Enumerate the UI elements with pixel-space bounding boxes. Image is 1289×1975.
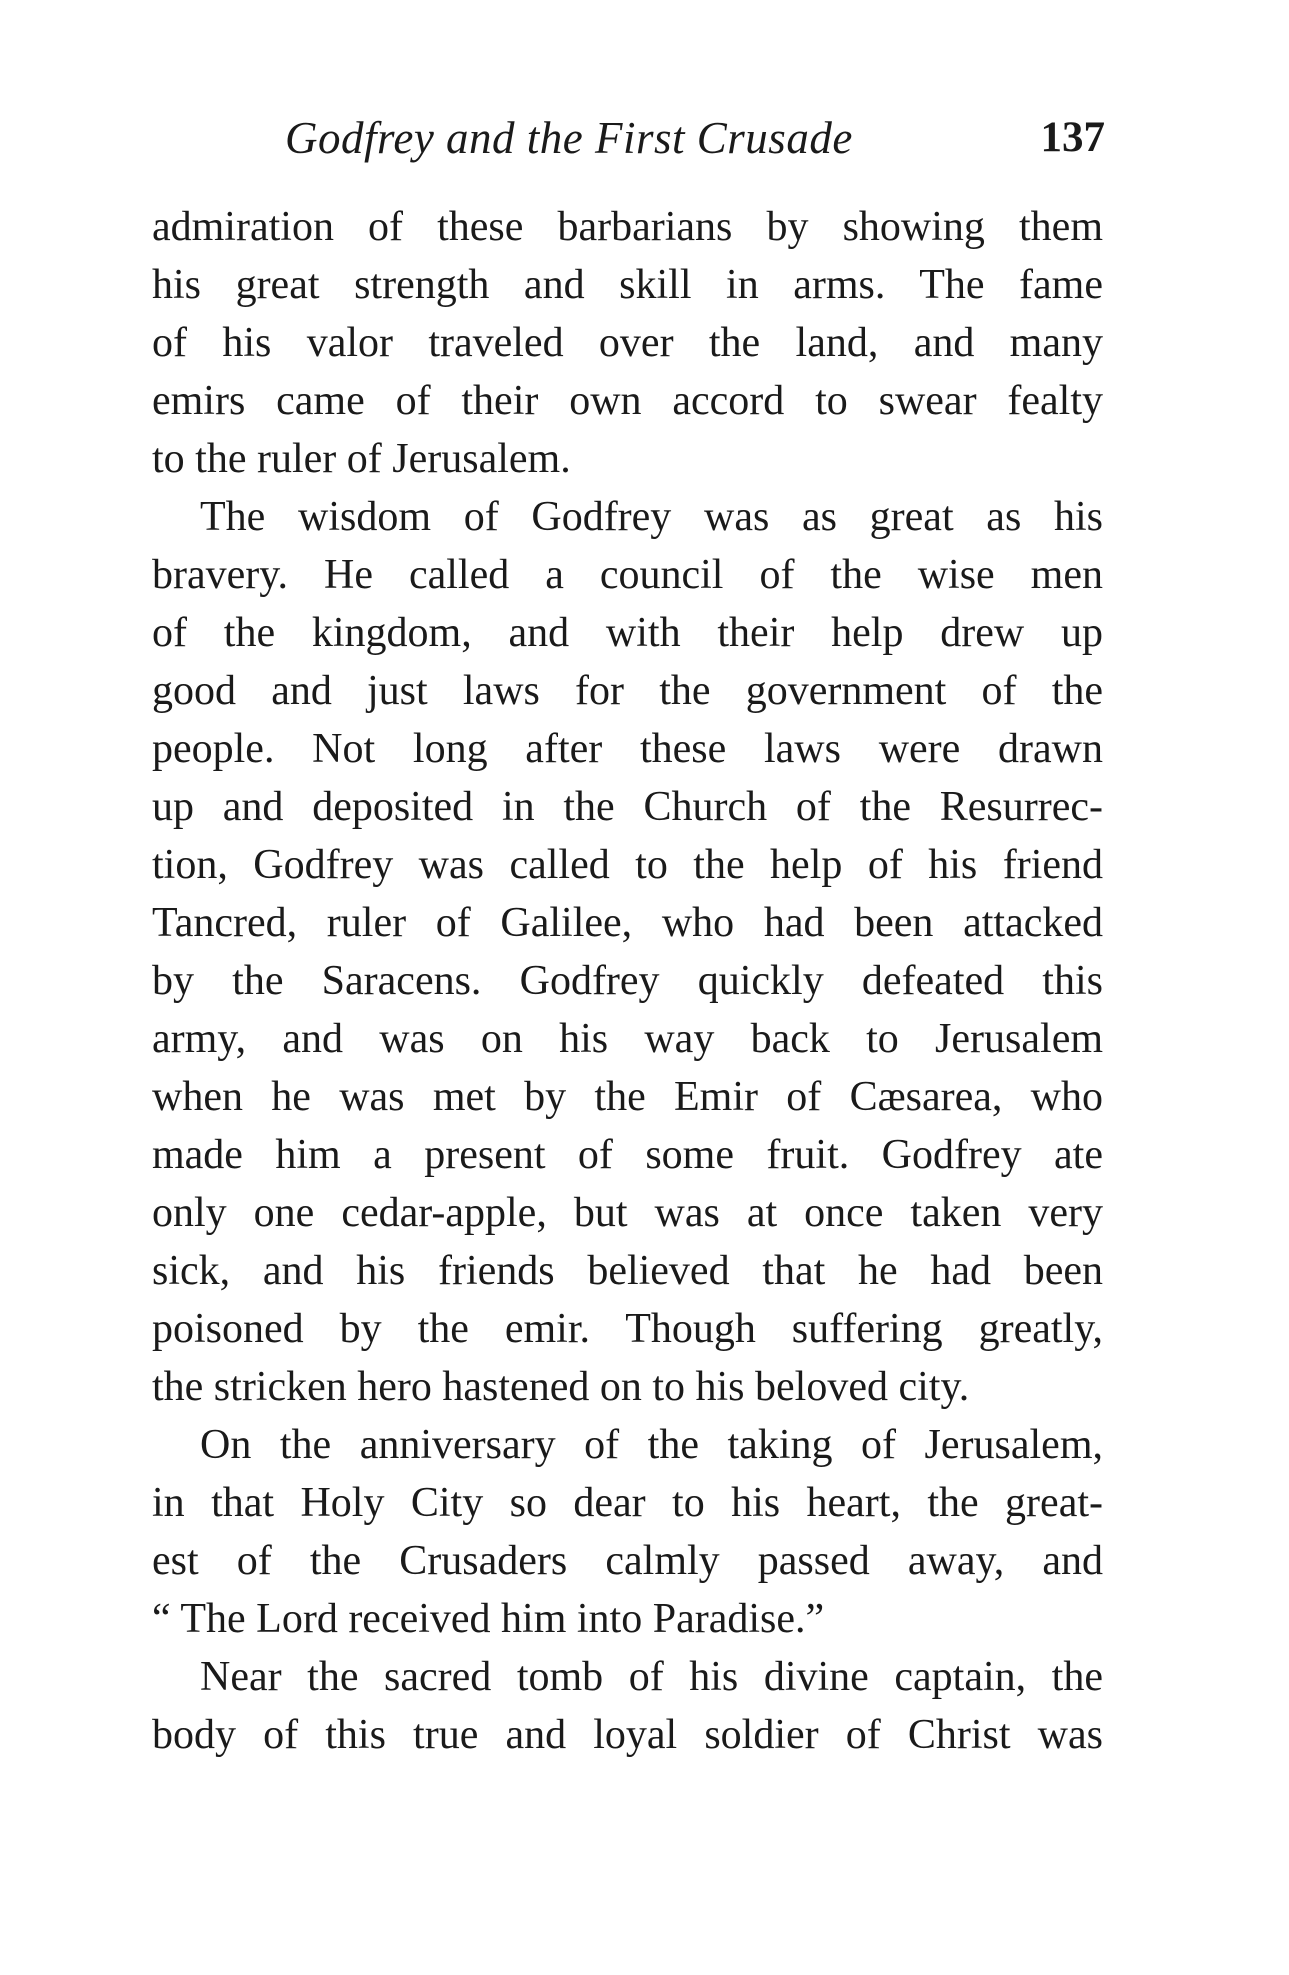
text-line: admiration of these barbarians by showing them [152, 204, 1103, 250]
body-text [152, 198, 1103, 1764]
text-line: body of this true and loyal soldier of Christ was [152, 1712, 1103, 1758]
text-line: to the ruler of Jerusalem. [152, 436, 571, 482]
text-line: emirs came of their own accord to swear fealty [152, 378, 1103, 424]
text-line: by the Saracens. Godfrey quickly defeated this [152, 958, 1103, 1004]
text-line: sick, and his friends believed that he had been [152, 1248, 1103, 1294]
text-line: On the anniversary of the taking of Jerusalem, [200, 1422, 1103, 1468]
text-line: poisoned by the emir. Though suffering greatly, [152, 1306, 1103, 1352]
text-line: of his valor traveled over the land, and many [152, 320, 1103, 366]
text-line: of the kingdom, and with their help drew up [152, 610, 1103, 656]
text-line: bravery. He called a council of the wise men [152, 552, 1103, 598]
text-line: Near the sacred tomb of his divine captain, the [200, 1654, 1103, 1700]
text-line: his great strength and skill in arms. The fame [152, 262, 1103, 308]
text-line: “ The Lord received him into Paradise.” [152, 1596, 825, 1642]
text-line: good and just laws for the government of the [152, 668, 1103, 714]
running-head-title: Godfrey and the First Crusade [285, 113, 853, 163]
text-line: tion, Godfrey was called to the help of his friend [152, 842, 1103, 888]
text-line: in that Holy City so dear to his heart, the great- [152, 1480, 1103, 1526]
text-line: only one cedar-apple, but was at once taken very [152, 1190, 1103, 1236]
text-line: The wisdom of Godfrey was as great as his [200, 494, 1103, 540]
text-line: the stricken hero hastened on to his beloved city. [152, 1364, 970, 1410]
text-line: est of the Crusaders calmly passed away, and [152, 1538, 1103, 1584]
text-line: up and deposited in the Church of the Resurrec- [152, 784, 1103, 830]
text-line: made him a present of some fruit. Godfrey ate [152, 1132, 1103, 1178]
running-head [285, 108, 1105, 168]
text-line: Tancred, ruler of Galilee, who had been attacked [152, 900, 1103, 946]
text-line: when he was met by the Emir of Cæsarea, who [152, 1074, 1103, 1120]
page-number: 137 [1040, 114, 1105, 161]
text-line: army, and was on his way back to Jerusalem [152, 1016, 1103, 1062]
text-line: people. Not long after these laws were drawn [152, 726, 1103, 772]
